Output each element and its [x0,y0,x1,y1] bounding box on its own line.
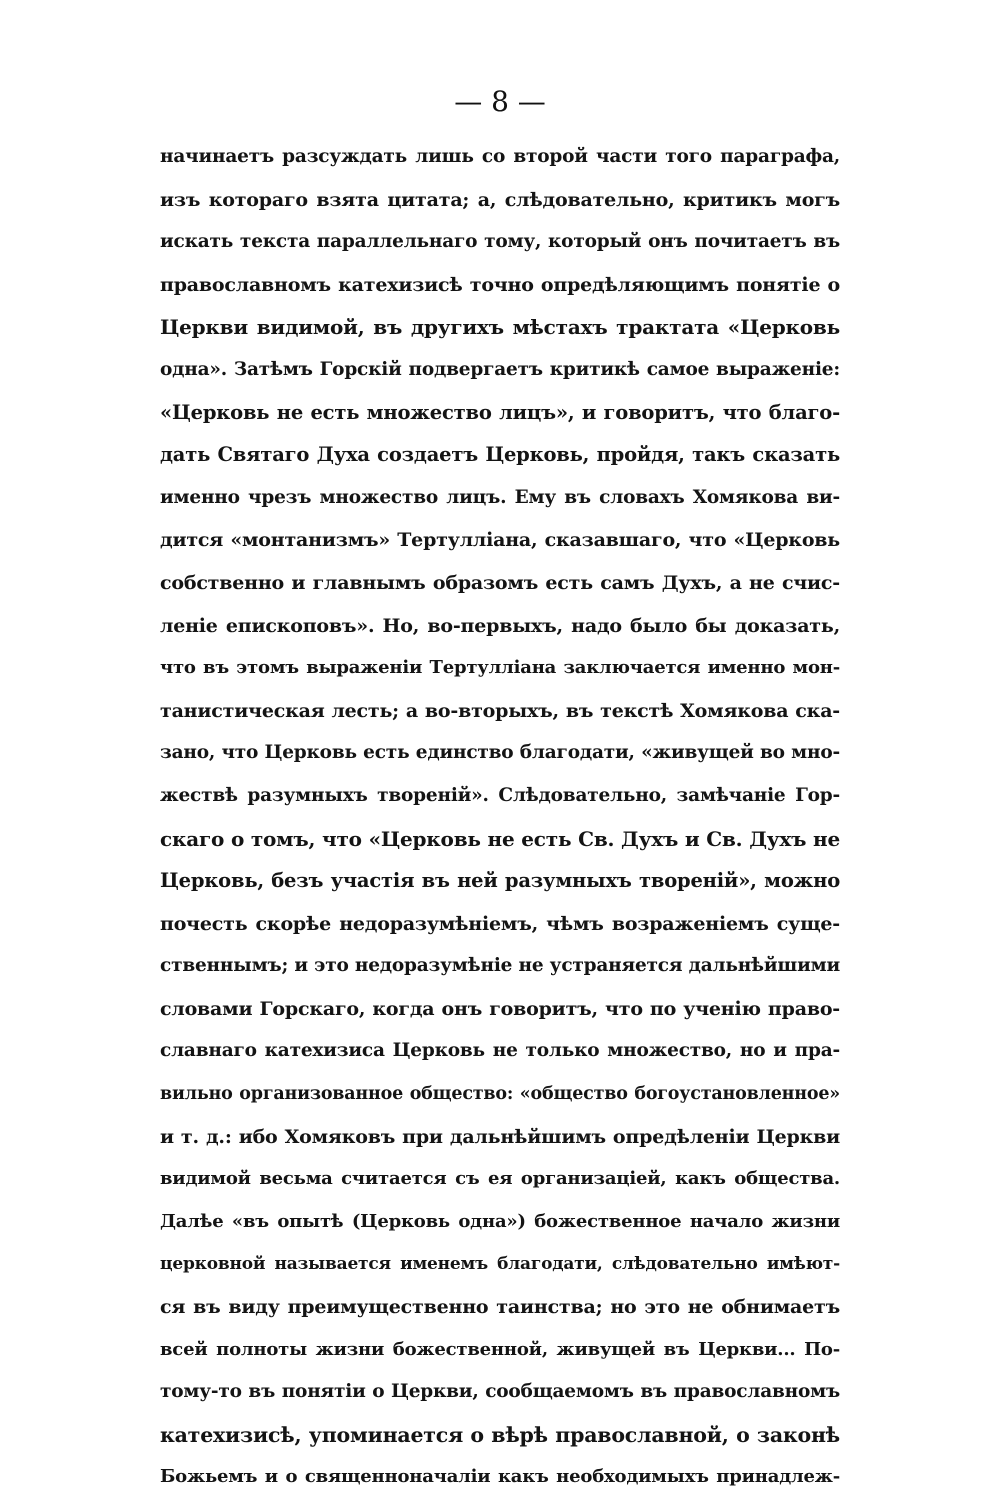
text-line: всей полноты жизни божественной, живущей въ Церкви... По- [160,1338,840,1360]
text-line: Церковь, безъ участія въ ней разумныхъ твореній», можно [160,869,840,893]
page-number: — 8 — [454,85,546,118]
text-line: именно чрезъ множество лицъ. Ему въ словахъ Хомякова ви- [160,486,840,508]
text-line: видимой весьма считается съ ея организаціей, какъ общества. [160,1168,840,1190]
text-line: скаго о томъ, что «Церковь не есть Св. Духъ и Св. Духъ не [160,826,840,851]
text-line: Далѣе «въ опытѣ (Церковь одна») божественное начало жизни [160,1210,840,1232]
text-line: Церкви видимой, въ другихъ мѣстахъ трактата «Церковь [160,315,840,340]
text-line: почесть скорѣе недоразумѣніемъ, чѣмъ возраженіемъ суще- [160,912,840,935]
body-text [160,136,840,1499]
text-line: и т. д.: ибо Хомяковъ при дальнѣйшимъ опредѣленіи Церкви [160,1125,840,1148]
text-line: жествѣ разумныхъ твореній». Слѣдовательно, замѣчаніе Гор- [160,784,840,806]
text-line: вильно организованное общество: «общество богоустановленное» [160,1084,840,1105]
text-line: дать Святаго Духа создаетъ Церковь, пройдя, такъ сказать [160,443,840,467]
text-line: словами Горскаго, когда онъ говоритъ, что по ученію право- [160,997,840,1020]
text-line: православномъ катехизисѣ точно опредѣляющимъ понятіе о [160,273,840,296]
text-line: дится «монтанизмъ» Тертулліана, сказавшаго, что «Церковь [160,529,840,552]
text-line: начинаетъ разсуждать лишь со второй части того параграфа, [160,146,840,167]
text-line: церковной называется именемъ благодати, слѣдовательно имѣют- [160,1254,840,1275]
text-line: танистическая лесть; а во-вторыхъ, въ текстѣ Хомякова ска- [160,699,840,722]
text-line: изъ котораго взята цитата; а, слѣдовательно, критикъ могъ [160,188,840,211]
text-line: катехизисѣ, упоминается о вѣрѣ православной, о законѣ [160,1422,840,1447]
text-line: искать текста параллельнаго тому, который онъ почитаетъ въ [160,231,840,253]
text-line: «Церковь не есть множество лицъ», и говоритъ, что благо- [160,400,840,424]
text-line: Божьемъ и о священноначаліи какъ необходимыхъ принадлеж- [160,1466,840,1488]
text-line: ственнымъ; и это недоразумѣніе не устраняется дальнѣйшими [160,955,840,977]
text-line: леніе епископовъ». Но, во-первыхъ, надо было бы доказать, [160,614,840,637]
text-line: славнаго катехизиса Церковь не только множество, но и пра- [160,1040,840,1062]
text-line: одна». Затѣмъ Горскій подвергаетъ критикѣ самое выраженіе: [160,358,840,380]
text-line: зано, что Церковь есть единство благодати, «живущей во мно- [160,742,840,764]
text-line: ся въ виду преимущественно таинства; но это не обнимаетъ [160,1296,840,1319]
text-line: собственно и главнымъ образомъ есть самъ Духъ, а не счис- [160,571,840,594]
text-line: тому-то въ понятіи о Церкви, сообщаемомъ въ православномъ [160,1381,840,1403]
text-line: что въ этомъ выраженіи Тертулліана заключается именно мон- [160,657,840,679]
